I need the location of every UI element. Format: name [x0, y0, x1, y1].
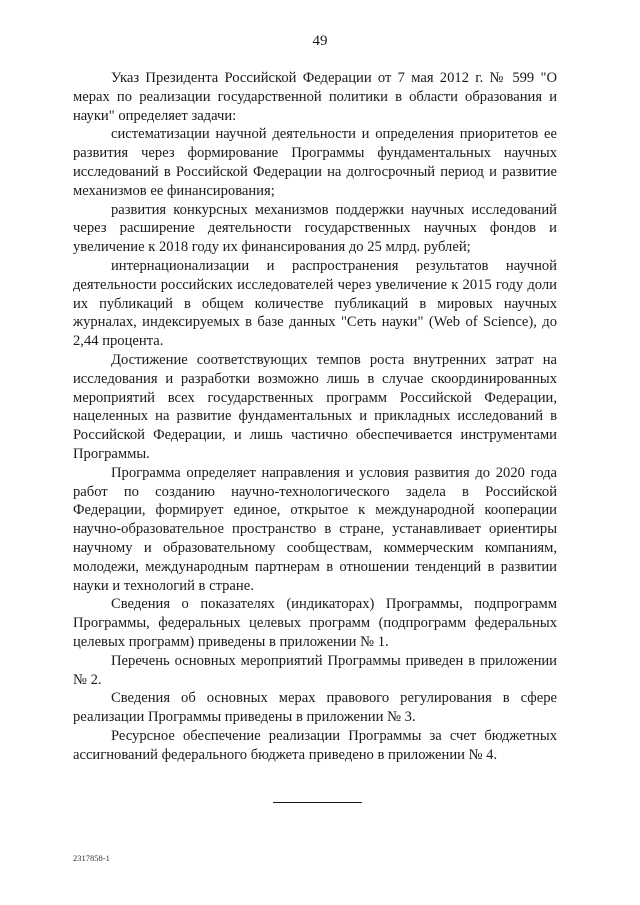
document-body: [73, 69, 557, 764]
paragraph-legal-regulation-appendix: Сведения об основных мерах правового регулирования в сфере реализации Программы приведены в приложении № 3.: [73, 690, 557, 726]
paragraph-task-internationalization: интернационализации и распространения результатов научной деятельности российских исследователей через увеличение к 2015 году доли их публикаций в общем количестве публикаций в мировых научных журналах, индексируемых в базе данных "Сеть науки" (Web of Science), до 2,44 процента.: [73, 257, 557, 350]
paragraph-task-competitive-mechanisms: развития конкурсных механизмов поддержки научных исследований через расширение деятельности государственных научных фондов и увеличение к 2018 году их финансирования до 25 млрд. рублей;: [73, 201, 557, 256]
paragraph-growth-rates: Достижение соответствующих темпов роста внутренних затрат на исследования и разработки возможно лишь в случае скоординированных мероприятий всех государственных программ Российской Федерации, нацеленных на развитие фундаментальных и прикладных исследований в Российской Федерации, и лишь частично обеспечивается инструментами Программы.: [73, 351, 557, 462]
end-separator-line: [273, 802, 362, 803]
document-code: 2317858-1: [73, 853, 110, 863]
paragraph-task-systematization: систематизации научной деятельности и определения приоритетов ее развития через формирование Программы фундаментальных научных исследований в Российской Федерации на долгосрочный период и развитие механизмов ее финансирования;: [73, 126, 557, 199]
paragraph-resource-appendix: Ресурсное обеспечение реализации Программы за счет бюджетных ассигнований федерального бюджета приведено в приложении № 4.: [73, 727, 557, 763]
paragraph-measures-appendix: Перечень основных мероприятий Программы приведен в приложении № 2.: [73, 652, 557, 688]
paragraph-decree: Указ Президента Российской Федерации от 7 мая 2012 г. № 599 "О мерах по реализации государственной политики в области образования и науки" определяет задачи:: [73, 70, 557, 124]
page-number: 49: [312, 33, 328, 49]
paragraph-program-directions: Программа определяет направления и условия развития до 2020 года работ по созданию научно-технологического задела в Российской Федерации, формирует единое, открытое к международной кооперации научно-образовательное пространство в стране, устанавливает ориентиры научному и образовательному сообществам, коммерческим компаниям, молодежи, международным партнерам в отношении тенденций в развитии науки и технологий в стране.: [73, 464, 557, 594]
paragraph-indicators-appendix: Сведения о показателях (индикаторах) Программы, подпрограмм Программы, федеральных целевых программ (подпрограмм федеральных целевых программ) приведены в приложении № 1.: [73, 596, 557, 650]
